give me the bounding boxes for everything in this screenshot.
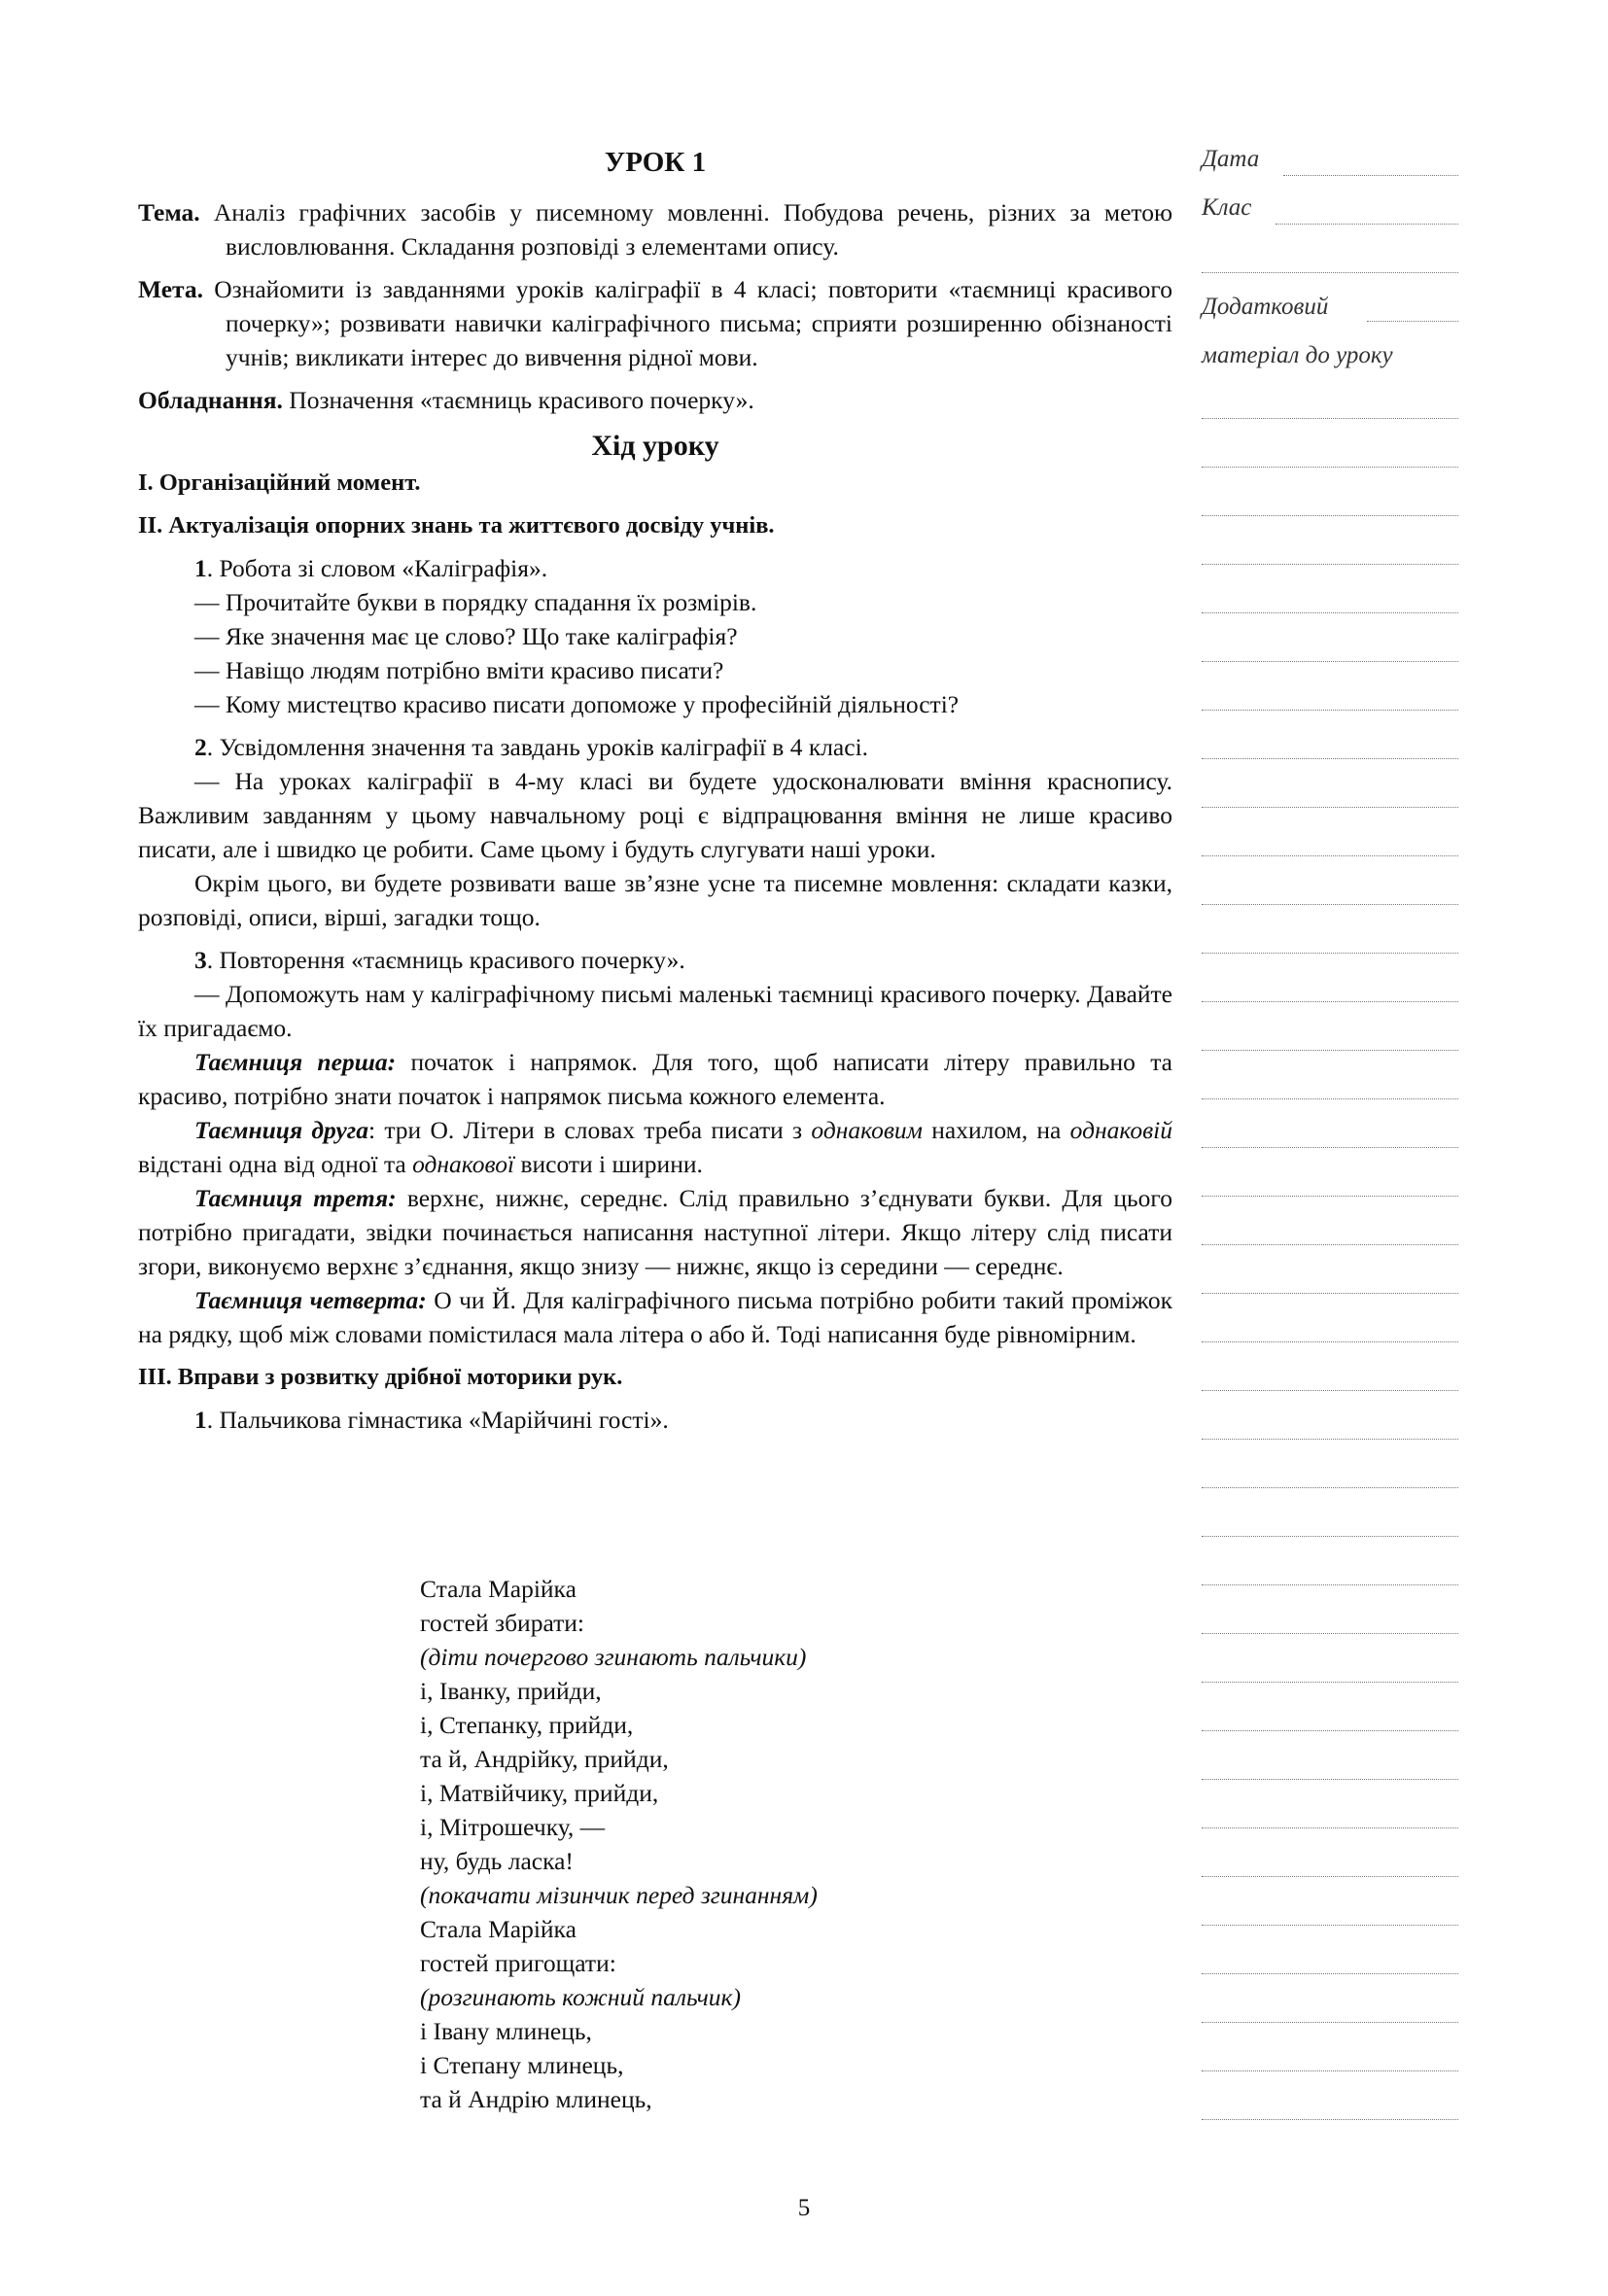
note-line[interactable] [1202, 1196, 1458, 1197]
poem-stage-direction: (діти почергово згинають пальчики) [420, 1643, 807, 1671]
section2-item1 [138, 551, 1172, 585]
topic-label: Тема. [138, 198, 200, 226]
note-line[interactable] [1202, 1001, 1458, 1002]
item2-text: . Усвідомлення значення та завдань уроків каліграфії в 4 класі. [206, 733, 869, 761]
note-line[interactable] [1202, 1244, 1458, 1245]
item3-text: . Повторення «таємниць красивого почерку». [206, 946, 685, 974]
section2-item3 [138, 943, 1172, 977]
secret-1 [138, 1045, 1172, 1113]
secret-4 [138, 1283, 1172, 1351]
poem-line: і, Матвійчику, прийди, [420, 1779, 659, 1807]
question-4: — Кому мистецтво красиво писати допоможе у професійній діяльності? [194, 690, 960, 718]
extra-label: Додатковий [1202, 294, 1329, 320]
note-line[interactable] [1202, 710, 1458, 711]
note-line[interactable] [1202, 1147, 1458, 1148]
note-line[interactable] [1202, 1098, 1458, 1099]
note-line[interactable] [1202, 1925, 1458, 1926]
item1-text: . Робота зі словом «Каліграфія». [206, 554, 548, 582]
question-2: — Яке значення має це слово? Що таке каліграфія? [194, 622, 738, 650]
note-line[interactable] [1202, 2070, 1458, 2071]
finger-game-poem [420, 1572, 818, 2116]
secret-2-italic-2: однаковій [1069, 1116, 1172, 1144]
section3-heading: III. Вправи з розвитку дрібної моторики рук. [138, 1364, 623, 1390]
poem-line: ну, будь ласка! [420, 1847, 574, 1875]
item3-number: 3 [194, 946, 207, 974]
secret-2-text-d: висоти і ширини. [514, 1150, 703, 1178]
note-line[interactable] [1202, 1341, 1458, 1342]
note-line[interactable] [1202, 1439, 1458, 1440]
poem-stage-direction: (розгинають кожний пальчик) [420, 1983, 741, 2011]
poem-line: та й Андрію млинець, [420, 2085, 652, 2113]
note-line[interactable] [1202, 807, 1458, 808]
note-line[interactable] [1202, 1682, 1458, 1683]
goal-label: Мета. [138, 275, 204, 303]
poem-line: гостей пригощати: [420, 1949, 616, 1977]
section2-item2 [138, 730, 1172, 764]
note-line[interactable] [1202, 1633, 1458, 1634]
secret-2-text-a: : три О. Літери в словах треба писати з [367, 1116, 812, 1144]
poem-line: Стала Марійка [420, 1915, 577, 1943]
blank-line[interactable] [1202, 272, 1458, 273]
secret-1-label: Таємниця перша: [194, 1048, 397, 1076]
paragraph-2: Окрім цього, ви будете розвивати ваше зв’язне усне та писемне мовлення: складати казки, розповіді, описи, вірші, загадки тощо. [138, 869, 1172, 931]
note-line[interactable] [1202, 661, 1458, 662]
secret-2 [138, 1113, 1172, 1181]
section2-heading: II. Актуалізація опорних знань та життєвого досвіду учнів. [138, 512, 775, 539]
note-line[interactable] [1202, 1730, 1458, 1731]
secret-1-text: початок і напрямок. Для того, щоб написати літеру правильно та красиво, потрібно знати початок і напрямок письма кожного елемента. [138, 1048, 1172, 1110]
poem-line: і, Мітрошечку, — [420, 1813, 606, 1841]
note-line[interactable] [1202, 2119, 1458, 2120]
poem-line: і, Іванку, прийди, [420, 1677, 602, 1705]
section1-heading: I. Організаційний момент. [138, 470, 421, 496]
note-line[interactable] [1202, 1390, 1458, 1391]
material-label: матеріал до уроку [1202, 342, 1393, 368]
item2-number: 2 [194, 733, 207, 761]
lesson-body [138, 144, 1172, 1437]
item1-number: 1 [194, 554, 207, 582]
note-line[interactable] [1202, 904, 1458, 905]
date-label: Дата [1202, 146, 1260, 172]
note-line[interactable] [1202, 1827, 1458, 1828]
note-line[interactable] [1202, 1584, 1458, 1585]
secret-3-label: Таємниця третя: [194, 1184, 397, 1212]
question-3: — Навіщо людям потрібно вміти красиво писати? [194, 656, 724, 684]
progress-heading: Хід уроку [591, 430, 719, 462]
poem-line: гостей збирати: [420, 1609, 584, 1637]
question-1: — Прочитайте букви в порядку спадання їх розмірів. [194, 588, 757, 616]
note-line[interactable] [1202, 2022, 1458, 2023]
s3-item1-number: 1 [194, 1406, 207, 1434]
note-line[interactable] [1202, 1050, 1458, 1051]
section3-item1 [138, 1403, 1172, 1437]
note-line[interactable] [1202, 1293, 1458, 1294]
goal-text: Ознайомити із завданнями уроків каліграфії в 4 класі; повторити «таємниці красивого почерку»; розвивати навички каліграфічного письма; сприяти розширенню обізнаності учнів; викликати інтерес до вивчення рідної мови. [214, 275, 1173, 371]
poem-stage-direction: (покачати мізинчик перед згинанням) [420, 1881, 818, 1909]
lesson-topic [138, 195, 1172, 263]
s3-item1-text: . Пальчикова гімнастика «Марійчині гості». [206, 1406, 669, 1434]
note-line[interactable] [1202, 612, 1458, 613]
extra-line[interactable] [1367, 321, 1458, 322]
note-line[interactable] [1202, 1536, 1458, 1537]
note-line[interactable] [1202, 564, 1458, 565]
lesson-goal [138, 272, 1172, 374]
poem-line: і, Степанку, прийди, [420, 1711, 634, 1739]
lesson-equipment [138, 383, 1172, 417]
secret-2-text-c: відстані одна від одної та [138, 1150, 413, 1178]
class-line[interactable] [1276, 224, 1458, 225]
secret-3 [138, 1181, 1172, 1283]
poem-line: і Івану млинець, [420, 2017, 592, 2045]
secret-2-label: Таємниця друга [194, 1116, 368, 1144]
note-line[interactable] [1202, 1973, 1458, 1974]
note-line[interactable] [1202, 758, 1458, 759]
note-line[interactable] [1202, 1487, 1458, 1488]
page-number: 5 [797, 2195, 811, 2221]
note-line[interactable] [1202, 467, 1458, 468]
secret-3-text: верхнє, нижнє, середнє. Слід правильно з’єднувати букви. Для цього потрібно пригадати, звідки починається написання наступної літери. Якщо літеру слід писати згори, виконуємо верхнє з’єднання, якщо знизу — нижнє, якщо із середини — середнє. [138, 1184, 1172, 1280]
secret-4-text: О чи Й. Для каліграфічного письма потрібно робити такий проміжок на рядку, щоб між словами помістилася мала літера о або й. Тоді написання буде рівномірним. [138, 1286, 1172, 1348]
secret-2-italic-3: однакової [412, 1150, 515, 1178]
note-line[interactable] [1202, 515, 1458, 516]
note-line[interactable] [1202, 1876, 1458, 1877]
lesson-title: УРОК 1 [604, 147, 707, 178]
class-label: Клас [1202, 194, 1252, 221]
paragraph-1: — На уроках каліграфії в 4-му класі ви будете удосконалювати вміння краснопису. Важливим завданням у цьому навчальному році є відпрацювання вміння не лише красиво писати, але і швидко це робити. Саме цьому і будуть слугувати наші уроки. [138, 767, 1172, 863]
secret-2-text-b: нахилом, на [922, 1116, 1070, 1144]
secret-4-label: Таємниця четверта: [194, 1286, 427, 1314]
note-line[interactable] [1202, 1779, 1458, 1780]
note-line[interactable] [1202, 855, 1458, 856]
note-line[interactable] [1202, 418, 1458, 419]
poem-line: і Степану млинець, [420, 2051, 624, 2079]
equipment-label: Обладнання. [138, 386, 283, 414]
paragraph-3: — Допоможуть нам у каліграфічному письмі маленькі таємниці красивого почерку. Давайте їх пригадаємо. [138, 980, 1172, 1042]
note-line[interactable] [1202, 953, 1458, 954]
date-line[interactable] [1283, 175, 1458, 176]
topic-text: Аналіз графічних засобів у писемному мовленні. Побудова речень, різних за метою висловлювання. Складання розповіді з елементами опису. [213, 198, 1172, 261]
poem-line: та й, Андрійку, прийди, [420, 1745, 669, 1773]
poem-line: Стала Марійка [420, 1575, 577, 1603]
secret-2-italic-1: однаковим [811, 1116, 923, 1144]
equipment-text: Позначення «таємниць красивого почерку». [289, 386, 754, 414]
